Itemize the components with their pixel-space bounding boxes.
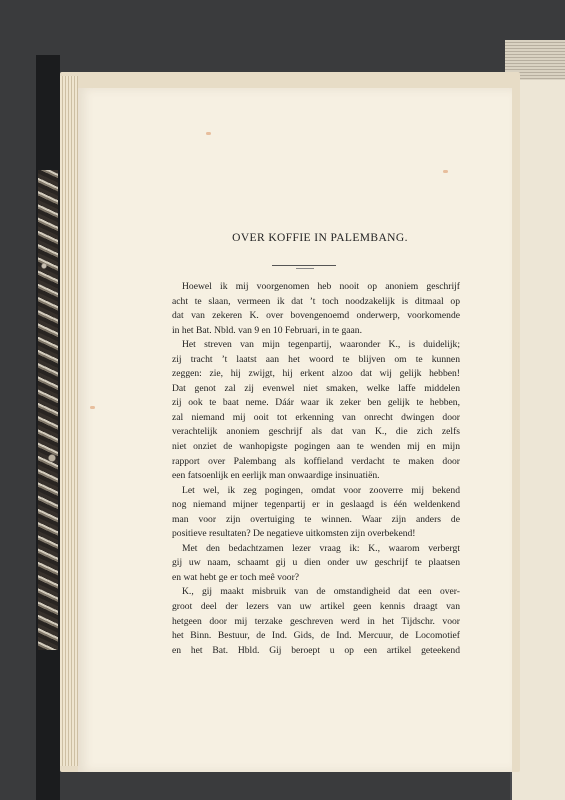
text-line: Let wel, ik zeg pogingen, omdat voor zooverre mij bekend (182, 484, 460, 496)
text-line: een fatsoenlijk en eerlijk man onwaardige insinuatiën. (172, 470, 380, 482)
text-line: groot deel der lezers van uw artikel geen kennis draagt van (172, 601, 460, 613)
text-line: en het Bat. Hbld. Gij beroept u op een artikel geteekend (172, 644, 460, 656)
page-stack-edges (60, 76, 78, 766)
foxing-spot (206, 132, 211, 135)
article-body (172, 280, 460, 658)
text-line: verachtelijk anoniem geschrijf als dat van K., die zich zelfs (172, 426, 460, 438)
text-line: zal niemand mij ooit tot erkenning van onrecht dwingen door (172, 411, 460, 423)
text-line: dat van zekeren K. over bovengenoemd onderwerp, voorkomende (172, 310, 460, 322)
text-line: gij uw naam, schaamt gij u dien onder uw geschrijf te plaatsen (172, 557, 460, 569)
text-line: positieve resultaten? De negatieve uitkomsten zijn overbekend! (172, 528, 416, 540)
text-line: K., gij maakt misbruik van de omstandigheid dat een over- (182, 586, 460, 598)
text-line: rapport over Palembang als koffieland verdacht te maken door (172, 455, 460, 467)
text-line: hetgeen door mij terzake geschreven werd in het Tijdschr. voor (172, 615, 460, 627)
text-line: Dat genot zal zij evenwel niet smaken, welke laffe middelen (172, 382, 460, 394)
text-line: het Binn. Bestuur, de Ind. Gids, de Ind. Mercuur, de Locomotief (172, 630, 460, 642)
text-line: Met den bedachtzamen lezer vraag ik: K., waarom verbergt (182, 542, 460, 554)
text-line: in het Bat. Nbld. van 9 en 10 Februari, in te gaan. (172, 324, 362, 336)
text-line: niet onziet de wanhopigste pogingen aan te wenden mij en mijn (172, 441, 460, 453)
text-line: zij ook te baat neme. Dáár waar ik zeker ben gelijk te hebben, (172, 397, 460, 409)
foxing-spot (90, 406, 95, 409)
title-rule (272, 265, 336, 266)
text-line: zij tracht ’t laatst aan het woord te blijven om te kunnen (172, 353, 460, 365)
article-title: OVER KOFFIE IN PALEMBANG. (232, 232, 408, 244)
text-line: Het streven van mijn tegenpartij, waaronder K., is duidelijk; (182, 339, 460, 351)
text-line: Hoewel ik mij voorgenomen heb nooit op anoniem geschrijf (182, 281, 460, 292)
text-line: en wat hebt ge er toch meê voor? (172, 571, 300, 583)
text-line: zeggen: zie, hij zwijgt, hij erkent alzoo dat wij gelijk hebben! (172, 368, 460, 380)
text-line: nog niemand mijner tegenpartij er in geslaagd is één weldenkend (172, 499, 460, 511)
title-rule-short (296, 268, 314, 269)
text-line: man voor zijn overtuiging te winnen. Waar zijn anders de (172, 513, 460, 525)
text-line: acht te slaan, vermeen ik dat ’t toch noodzakelijk is ditmaal op (172, 295, 460, 307)
foxing-spot (443, 170, 448, 173)
